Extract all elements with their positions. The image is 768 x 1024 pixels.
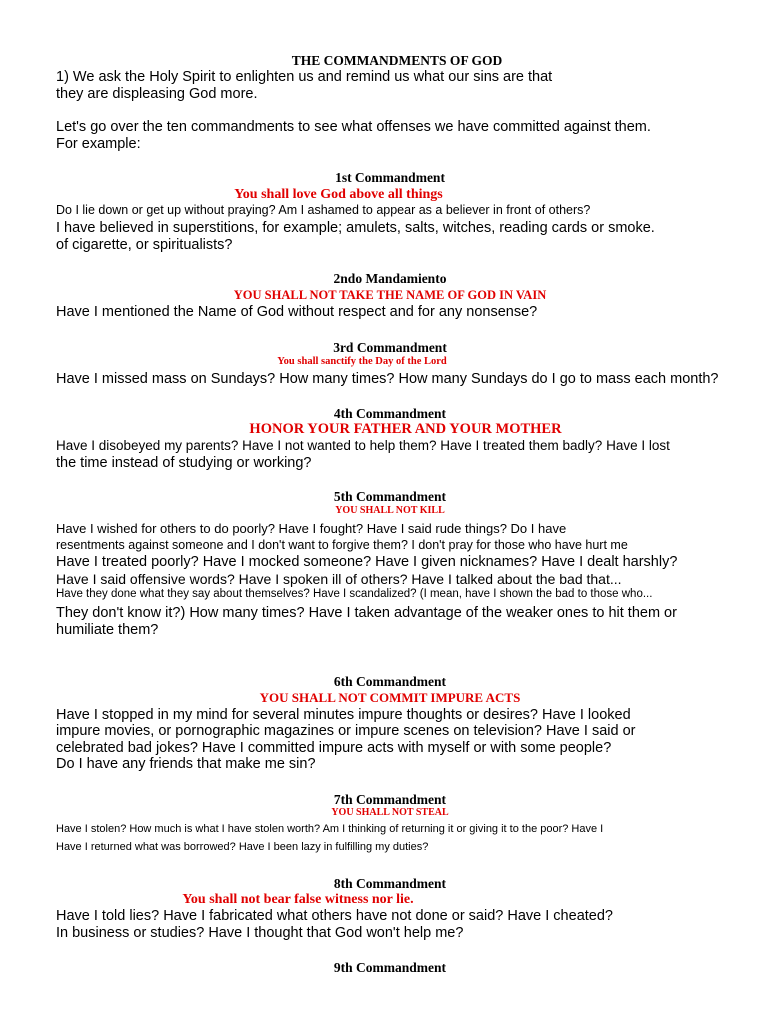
- question-line: celebrated bad jokes? Have I committed impure acts with myself or with some people?: [56, 740, 612, 756]
- commandment-heading: 7th Commandment: [333, 792, 447, 807]
- question-line: Have I treated poorly? Have I mocked someone? Have I given nicknames? Have I dealt harshly?: [56, 554, 678, 570]
- commandment-subtitle: YOU SHALL NOT KILL: [335, 505, 445, 516]
- commandment-subtitle: HONOR YOUR FATHER AND YOUR MOTHER: [249, 421, 562, 437]
- commandment-heading: 2ndo Mandamiento: [333, 271, 447, 286]
- commandment-subtitle: You shall love God above all things: [234, 187, 443, 202]
- question-line: of cigarette, or spiritualists?: [56, 237, 233, 253]
- commandment-subtitle: YOU SHALL NOT COMMIT IMPURE ACTS: [259, 690, 521, 705]
- question-line: resentments against someone and I don't want to forgive them? I don't pray for those who have hurt me: [56, 538, 628, 552]
- question-line: Have I wished for others to do poorly? Have I fought? Have I said rude things? Do I have: [56, 521, 567, 536]
- question-line: Have I stopped in my mind for several minutes impure thoughts or desires? Have I looked: [56, 707, 631, 723]
- commandment-heading: 4th Commandment: [333, 406, 447, 421]
- document-title: THE COMMANDMENTS OF GOD: [291, 53, 503, 68]
- commandment-subtitle: You shall not bear false witness nor lie.: [182, 892, 414, 907]
- question-line: Have I said offensive words? Have I spoken ill of others? Have I talked about the bad that...: [56, 571, 622, 587]
- commandment-subtitle: You shall sanctify the Day of the Lord: [277, 356, 447, 367]
- intro-line: they are displeasing God more.: [56, 86, 258, 102]
- commandment-heading: 3rd Commandment: [333, 340, 447, 355]
- question-line: Have I told lies? Have I fabricated what others have not done or said? Have I cheated?: [56, 908, 613, 924]
- commandment-heading: 5th Commandment: [333, 489, 447, 504]
- commandment-subtitle: YOU SHALL NOT STEAL: [331, 807, 449, 818]
- question-line: Have I missed mass on Sundays? How many times? How many Sundays do I go to mass each month?: [56, 371, 719, 387]
- question-line: Do I lie down or get up without praying? Am I ashamed to appear as a believer in front of others?: [56, 203, 591, 217]
- commandment-subtitle: YOU SHALL NOT TAKE THE NAME OF GOD IN VAIN: [233, 288, 547, 302]
- intro-line: For example:: [56, 136, 141, 152]
- commandment-heading: 8th Commandment: [333, 876, 447, 891]
- question-line: the time instead of studying or working?: [56, 455, 312, 471]
- question-line: Have I disobeyed my parents? Have I not wanted to help them? Have I treated them badly? Have I lost: [56, 438, 670, 453]
- question-line: Do I have any friends that make me sin?: [56, 756, 316, 772]
- intro-line: Let's go over the ten commandments to see what offenses we have committed against them.: [56, 119, 651, 135]
- intro-line: 1) We ask the Holy Spirit to enlighten us and remind us what our sins are that: [56, 69, 553, 85]
- question-line: Have I returned what was borrowed? Have I been lazy in fulfilling my duties?: [56, 841, 429, 853]
- commandment-heading: 9th Commandment: [333, 960, 447, 975]
- question-line: impure movies, or pornographic magazines or impure scenes on television? Have I said or: [56, 723, 636, 739]
- question-line: In business or studies? Have I thought that God won't help me?: [56, 925, 464, 941]
- question-line: Have they done what they say about themselves? Have I scandalized? (I mean, have I shown the bad to those who...: [56, 588, 653, 600]
- question-line: Have I mentioned the Name of God without respect and for any nonsense?: [56, 304, 538, 320]
- commandment-heading: 6th Commandment: [333, 674, 447, 689]
- question-line: humiliate them?: [56, 622, 159, 638]
- question-line: Have I stolen? How much is what I have stolen worth? Am I thinking of returning it or giving it to the poor? Have I: [56, 823, 604, 835]
- question-line: I have believed in superstitions, for example; amulets, salts, witches, reading cards or smoke.: [56, 220, 655, 236]
- commandment-heading: 1st Commandment: [335, 170, 445, 185]
- question-line: They don't know it?) How many times? Have I taken advantage of the weaker ones to hit them or: [56, 605, 677, 621]
